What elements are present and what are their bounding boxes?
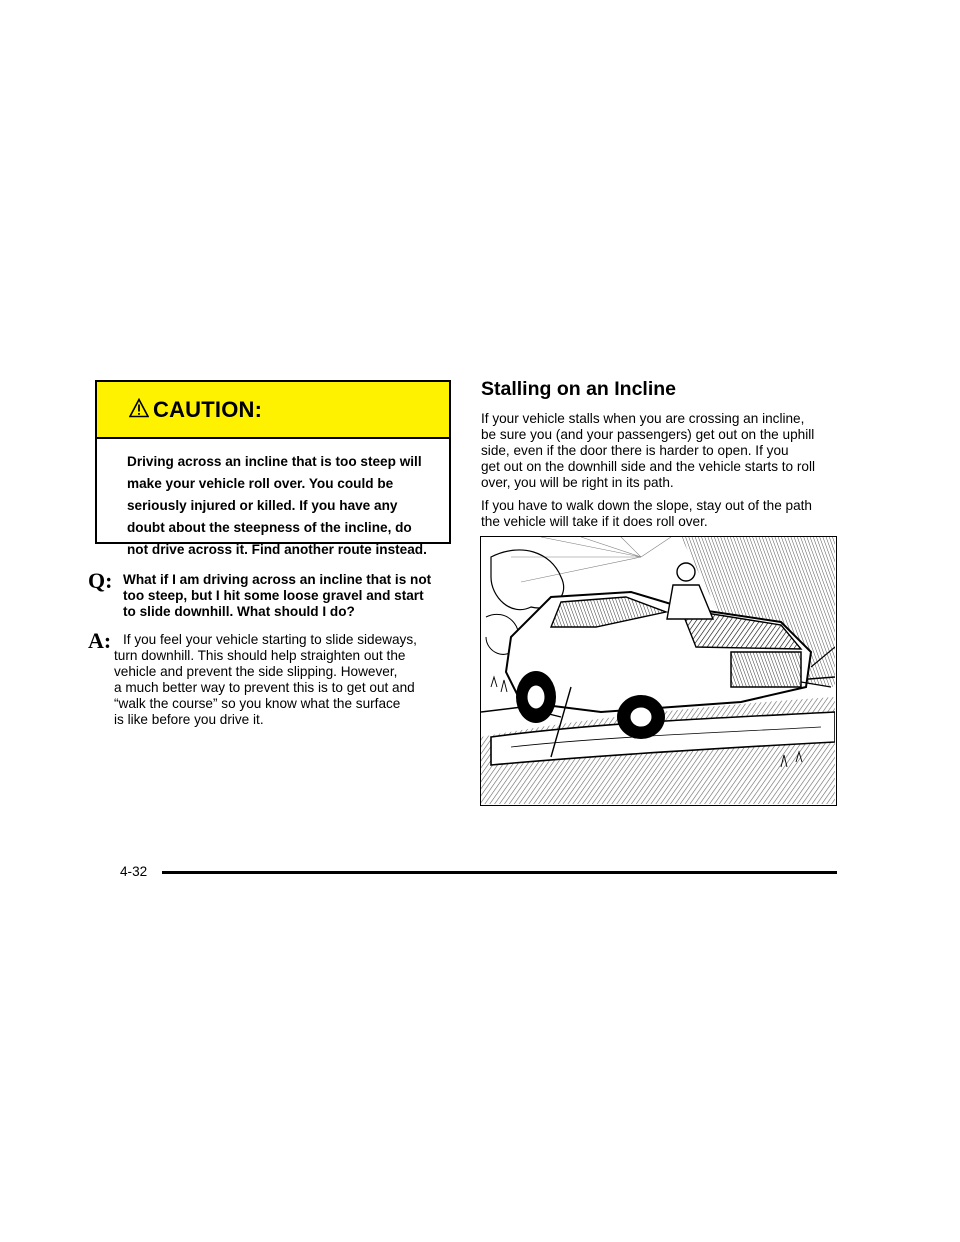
paragraph-1 [481,411,851,491]
answer-mark-label: A: [88,628,112,653]
answer-line: If you feel your vehicle starting to slide sideways, [123,632,417,647]
paragraph-line: If you have to walk down the slope, stay out of the path [481,498,812,513]
answer-block [88,628,454,728]
question-mark-label: Q: [88,568,113,593]
answer-text [114,632,454,728]
footer-rule [162,871,837,874]
answer-line: vehicle and prevent the side slipping. However, [114,664,398,679]
question-line: to slide downhill. What should I do? [123,604,355,619]
question-line: too steep, but I hit some loose gravel and start [123,588,424,603]
caution-box [95,380,451,557]
answer-line: a much better way to prevent this is to get out and [114,680,415,695]
caution-line: seriously injured or killed. If you have any [127,498,398,513]
paragraph-line: get out on the downhill side and the vehicle starts to roll [481,459,816,474]
caution-line: Driving across an incline that is too steep will [127,454,422,469]
vehicle-on-incline-illustration [480,536,837,806]
section-title: Stalling on an Incline [481,378,677,400]
caution-title: CAUTION: [153,396,263,422]
caution-line: not drive across it. Find another route instead. [127,542,427,557]
paragraph-line: the vehicle will take if it does roll over. [481,514,708,529]
paragraph-line: If your vehicle stalls when you are crossing an incline, [481,411,805,426]
warning-triangle-icon [129,398,149,418]
caution-header [97,382,449,439]
paragraph-line: side, even if the door there is harder to open. If you [481,443,789,458]
question-text [123,572,454,620]
illustration-drawing [481,537,835,804]
question-line: What if I am driving across an incline that is not [123,572,432,587]
paragraph-2 [481,498,851,530]
answer-line: “walk the course” so you know what the surface [114,696,401,711]
page-number: 4-32 [120,864,148,879]
question-block [88,568,454,620]
paragraph-line: over, you will be right in its path. [481,475,674,490]
paragraph-line: be sure you (and your passengers) get out on the uphill [481,427,815,442]
answer-line: turn downhill. This should help straighten out the [114,648,406,663]
caution-text [97,439,449,561]
answer-line: is like before you drive it. [114,712,264,727]
caution-line: make your vehicle roll over. You could be [127,476,394,491]
caution-line: doubt about the steepness of the incline, do [127,520,412,535]
